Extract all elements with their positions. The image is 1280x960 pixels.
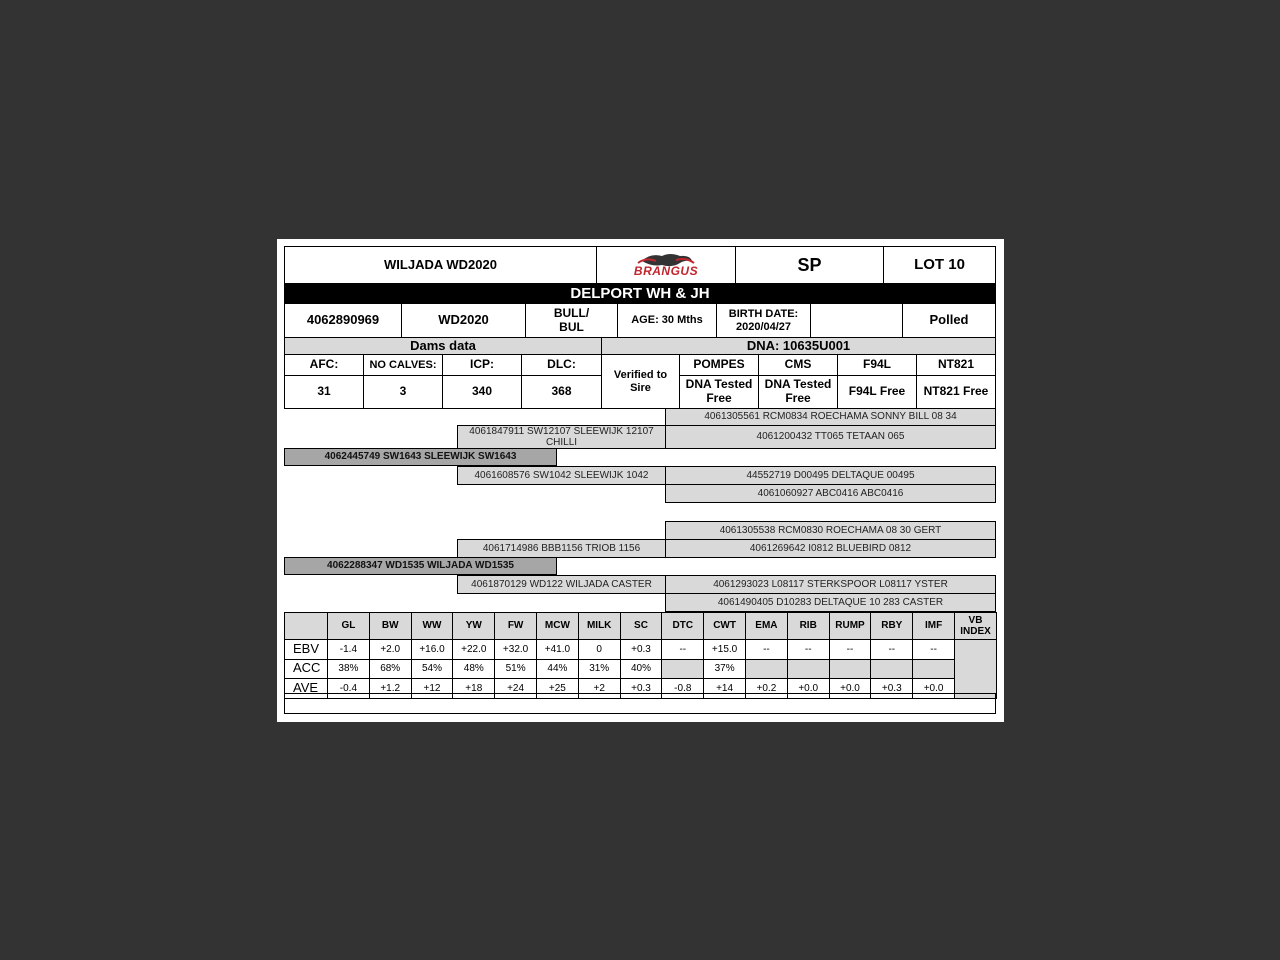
ebv-table-cell: 40% — [620, 659, 663, 680]
herd-id: WD2020 — [401, 303, 526, 338]
age: AGE: 30 Mths — [617, 303, 717, 338]
ebv-table-cell: +2 — [578, 678, 621, 699]
ebv-table-cell: -1.4 — [327, 639, 370, 660]
ebv-table-cell: -- — [870, 639, 913, 660]
ebv-table-cell: +15.0 — [703, 639, 746, 660]
ebv-row-label: EBV — [284, 639, 328, 660]
ebv-table-cell: 38% — [327, 659, 370, 680]
bull-sale-card — [277, 239, 1004, 722]
ebv-table-cell: +0.0 — [829, 678, 872, 699]
vb-index-header: VB INDEX — [954, 612, 997, 640]
ebv-column-header: RUMP — [829, 612, 872, 640]
ebv-column-header: GL — [327, 612, 370, 640]
ebv-table-cell: -0.4 — [327, 678, 370, 699]
ebv-table-cell: +12 — [411, 678, 454, 699]
dna-result-nt821: NT821 Free — [916, 375, 996, 409]
ebv-table-cell: 44% — [536, 659, 579, 680]
pedigree-dam-dam-dam: 4061490405 D10283 DELTAQUE 10 283 CASTER — [665, 593, 996, 612]
pedigree-dam-sire-dam: 4061269642 I0812 BLUEBIRD 0812 — [665, 539, 996, 558]
ebv-table-cell: 54% — [411, 659, 454, 680]
ebv-column-header: RIB — [787, 612, 830, 640]
brangus-logo — [596, 246, 736, 284]
logo-text: BRANGUS — [633, 264, 699, 279]
no-calves-value: 3 — [363, 375, 443, 409]
ebv-table-cell: +25 — [536, 678, 579, 699]
ebv-column-header: CWT — [703, 612, 746, 640]
ebv-column-header: FW — [494, 612, 537, 640]
verified-to-sire: Verified to Sire — [601, 354, 680, 409]
dna-result-f94l: F94L Free — [837, 375, 917, 409]
pedigree-dam-dam: 4061870129 WD122 WILJADA CASTER — [457, 575, 666, 594]
ebv-table-cell: 31% — [578, 659, 621, 680]
ebv-table-cell: +1.2 — [369, 678, 412, 699]
ebv-table-cell: +0.3 — [620, 639, 663, 660]
ebv-table-cell: +0.0 — [912, 678, 955, 699]
registration-number: 4062890969 — [284, 303, 402, 338]
pedigree-sire-dam: 4061608576 SW1042 SLEEWIJK 1042 — [457, 466, 666, 485]
blank-field — [810, 303, 903, 338]
dams-data-title: Dams data — [284, 337, 602, 355]
ebv-column-header: MCW — [536, 612, 579, 640]
birth-date-label: BIRTH DATE: — [728, 307, 799, 320]
ebv-table-cell: +41.0 — [536, 639, 579, 660]
ebv-table-cell: -- — [745, 639, 788, 660]
class-code: SP — [735, 246, 884, 284]
ebv-table-cell: -- — [829, 639, 872, 660]
ebv-table-cell: +18 — [452, 678, 495, 699]
pedigree-dam: 4062288347 WD1535 WILJADA WD1535 — [284, 557, 557, 575]
ebv-row-label: ACC — [284, 659, 328, 680]
dna-test-pompes: POMPES — [679, 354, 759, 376]
owner-banner: DELPORT WH & JH — [284, 283, 996, 304]
ebv-table-cell — [912, 659, 955, 680]
dlc-value: 368 — [521, 375, 602, 409]
ebv-column-header: EMA — [745, 612, 788, 640]
ebv-table-cell: +0.3 — [870, 678, 913, 699]
dna-result-cms: DNA Tested Free — [758, 375, 838, 409]
ebv-table-cell: 48% — [452, 659, 495, 680]
footer-blank-row — [284, 693, 996, 714]
ebv-table-cell: 51% — [494, 659, 537, 680]
pedigree-sire-sire: 4061847911 SW12107 SLEEWIJK 12107 CHILLI — [457, 425, 666, 449]
ebv-table-cell — [745, 659, 788, 680]
ebv-column-header: DTC — [661, 612, 704, 640]
ebv-table-cell: +32.0 — [494, 639, 537, 660]
pedigree-dam-dam-sire: 4061293023 L08117 STERKSPOOR L08117 YSTER — [665, 575, 996, 594]
no-calves-label: NO CALVES: — [363, 354, 443, 376]
ebv-table-cell: -- — [787, 639, 830, 660]
birth-date: 2020/04/27 — [735, 320, 792, 333]
icp-label: ICP: — [442, 354, 522, 376]
ebv-row-label: AVE — [284, 678, 328, 699]
ebv-table-cell: 68% — [369, 659, 412, 680]
pedigree-dam-sire: 4061714986 BBB1156 TRIOB 1156 — [457, 539, 666, 558]
ebv-table-cell — [787, 659, 830, 680]
vb-index-value — [954, 639, 997, 699]
ebv-table-cell: -0.8 — [661, 678, 704, 699]
dna-test-nt821: NT821 — [916, 354, 996, 376]
pedigree-sire-dam-dam: 4061060927 ABC0416 ABC0416 — [665, 484, 996, 503]
ebv-column-header: YW — [452, 612, 495, 640]
ebv-table-cell: +2.0 — [369, 639, 412, 660]
ebv-table-cell — [829, 659, 872, 680]
afc-value: 31 — [284, 375, 364, 409]
lot-number: LOT 10 — [883, 246, 996, 284]
ebv-column-header: MILK — [578, 612, 621, 640]
ebv-table-cell: 0 — [578, 639, 621, 660]
ebv-table-cell: -- — [912, 639, 955, 660]
ebv-table-cell: -- — [661, 639, 704, 660]
icp-value: 340 — [442, 375, 522, 409]
ebv-table-cell: +14 — [703, 678, 746, 699]
ebv-column-header: BW — [369, 612, 412, 640]
ebv-table-cell: +0.3 — [620, 678, 663, 699]
pedigree-sire-sire-dam: 4061200432 TT065 TETAAN 065 — [665, 425, 996, 449]
ebv-table-cell — [870, 659, 913, 680]
dna-test-cms: CMS — [758, 354, 838, 376]
ebv-table-cell: +24 — [494, 678, 537, 699]
ebv-column-header: IMF — [912, 612, 955, 640]
afc-label: AFC: — [284, 354, 364, 376]
ebv-table-cell: 37% — [703, 659, 746, 680]
ebv-table-cell — [661, 659, 704, 680]
dlc-label: DLC: — [521, 354, 602, 376]
dna-test-f94l: F94L — [837, 354, 917, 376]
bull-name: WILJADA WD2020 — [284, 246, 597, 284]
ebv-table-cell: +0.0 — [787, 678, 830, 699]
pedigree-sire-dam-sire: 44552719 D00495 DELTAQUE 00495 — [665, 466, 996, 485]
ebv-column-header: SC — [620, 612, 663, 640]
ebv-column-header: RBY — [870, 612, 913, 640]
pedigree-dam-sire-sire: 4061305538 RCM0830 ROECHAMA 08 30 GERT — [665, 521, 996, 540]
dna-title: DNA: 10635U001 — [601, 337, 996, 355]
sex: BULL/ BUL — [525, 303, 618, 338]
dna-result-pompes: DNA Tested Free — [679, 375, 759, 409]
ebv-column-header: WW — [411, 612, 454, 640]
horn-status: Polled — [902, 303, 996, 338]
ebv-table-cell: +16.0 — [411, 639, 454, 660]
pedigree-sire: 4062445749 SW1643 SLEEWIJK SW1643 — [284, 448, 557, 466]
ebv-table-cell: +22.0 — [452, 639, 495, 660]
birth-date-block — [716, 303, 811, 338]
ebv-table-corner — [284, 612, 328, 640]
pedigree-sire-sire-sire: 4061305561 RCM0834 ROECHAMA SONNY BILL 08 34 — [665, 408, 996, 426]
ebv-table-cell: +0.2 — [745, 678, 788, 699]
